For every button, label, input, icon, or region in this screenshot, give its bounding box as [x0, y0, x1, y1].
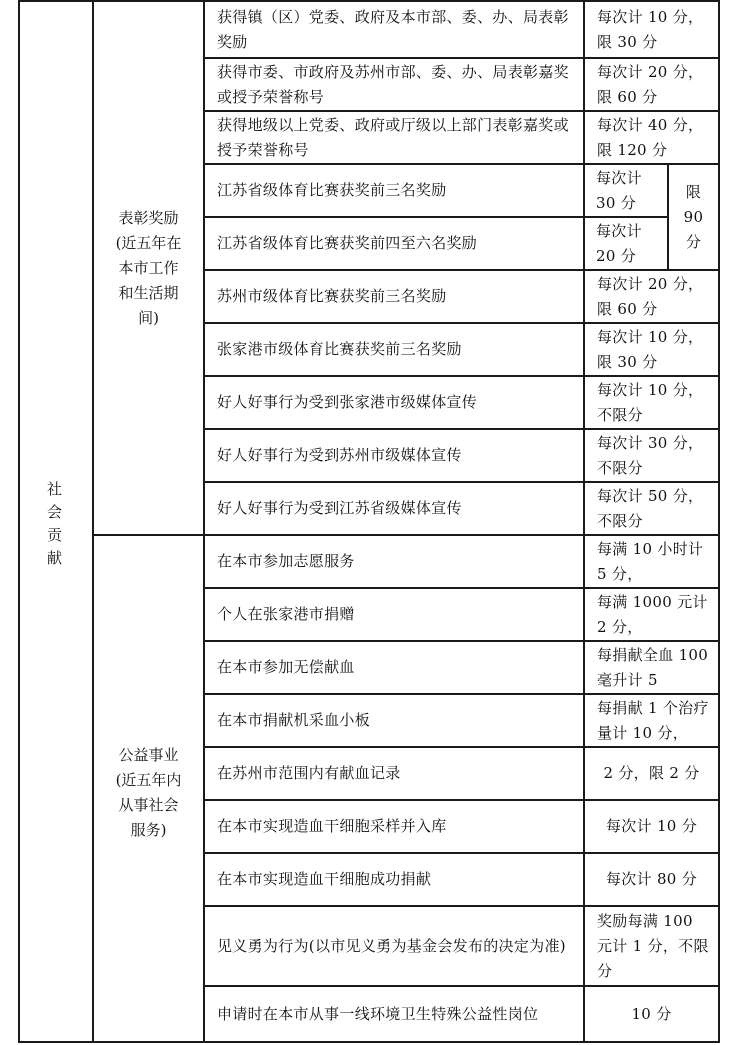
column-divider: [92, 0, 94, 1043]
table-row-score: 每次计 80 分: [605, 870, 698, 888]
group-label-commendation: [94, 206, 203, 331]
table-row-item: 张家港市级体育比赛获奖前三名奖励: [217, 340, 462, 358]
table-row-score: 每次计 20 分，限 60 分: [597, 62, 704, 106]
table-row-item: 获得地级以上党委、政府或厅级以上部门表彰嘉奖或授予荣誉称号: [217, 115, 569, 159]
table-bottom-border: [18, 1041, 718, 1043]
table-row-item: 好人好事行为受到张家港市级媒体宣传: [217, 393, 478, 411]
table-row-item: 在本市参加无偿献血: [217, 658, 355, 676]
table-row-item: 个人在张家港市捐赠: [217, 605, 355, 623]
table-row-item: 在本市捐献机采血小板: [217, 711, 371, 729]
group-title: 公益事业: [118, 746, 179, 764]
table-row-score: 每次计 10 分，限 30 分: [597, 7, 704, 51]
table-row-score: 每次计 10 分，限 30 分: [597, 327, 704, 371]
shared-limit-text: 限: [685, 183, 702, 201]
table-row-item: 在苏州市范围内有献血记录: [217, 764, 401, 782]
table-row-score: 每次计 40 分，限 120 分: [597, 115, 704, 159]
group-subtitle-line: 间): [138, 309, 159, 327]
table-row-score: 每满 1000 元计 2 分，: [597, 592, 708, 636]
table-row-score: 每次计 50 分，不限分: [597, 486, 704, 530]
table-row-item: 获得镇（区）党委、政府及本市部、委、办、局表彰奖励: [217, 7, 569, 51]
table-row-score: 奖励每满 100 元计 1 分，不限分: [597, 911, 709, 980]
group-label-public-welfare: [94, 743, 203, 843]
shared-limit-text: 分: [685, 233, 702, 251]
table-row-item: 在本市实现造血干细胞成功捐献: [217, 870, 432, 888]
section-label-char: 贡: [47, 526, 63, 544]
table-row-score: 每次计 10 分: [605, 817, 698, 835]
table-row-score: 10 分: [631, 1004, 672, 1023]
table-row-score: 每捐献 1 个治疗量计 10 分，: [597, 698, 709, 742]
table-row-score: 每捐献全血 100 毫升计 5: [597, 645, 709, 689]
table-row-item: 好人好事行为受到苏州市级媒体宣传: [217, 446, 462, 464]
group-subtitle-line: (近五年内: [115, 771, 182, 789]
table-row-score: 2 分，限 2 分: [603, 764, 700, 782]
table-row-score: 每次计 30 分，不限分: [597, 433, 704, 477]
table-right-border: [718, 0, 720, 1043]
table-row-score: 每满 10 小时计 5 分，: [597, 539, 704, 583]
table-row-score: 每次计 20 分: [596, 221, 642, 265]
section-label-char: 献: [47, 549, 63, 567]
table-row-score: 每次计 10 分，不限分: [597, 380, 704, 424]
table-row-item: 申请时在本市从事一线环境卫生特殊公益性岗位: [217, 1004, 539, 1023]
table-row-item: 见义勇为行为(以市见义勇为基金会发布的决定为准): [217, 936, 566, 955]
shared-limit-text: 90: [683, 208, 704, 226]
column-divider: [203, 0, 205, 1043]
group-subtitle-line: 本市工作: [118, 259, 179, 277]
table-row-score: 每次计 30 分: [596, 168, 642, 212]
group-subtitle-line: 从事社会: [118, 796, 179, 814]
group-title: 表彰奖励: [118, 209, 179, 227]
section-label-char: 社: [47, 480, 63, 498]
table-row-item: 获得市委、市政府及苏州市部、委、办、局表彰嘉奖或授予荣誉称号: [217, 62, 569, 106]
section-label-char: 会: [47, 503, 63, 521]
table-row-item: 在本市参加志愿服务: [217, 552, 355, 570]
table-row-item: 江苏省级体育比赛获奖前四至六名奖励: [217, 234, 478, 252]
table-row-item: 江苏省级体育比赛获奖前三名奖励: [217, 181, 447, 199]
table-row-item: 在本市实现造血干细胞采样并入库: [217, 817, 447, 835]
table-row-item: 苏州市级体育比赛获奖前三名奖励: [217, 287, 447, 305]
table-row-score: 每次计 20 分，限 60 分: [597, 274, 704, 318]
group-subtitle-line: 服务): [130, 821, 167, 839]
group-subtitle-line: (近五年在: [115, 234, 182, 252]
group-subtitle-line: 和生活期: [118, 284, 179, 302]
table-left-border: [18, 0, 20, 1043]
table-row-item: 好人好事行为受到江苏省级媒体宣传: [217, 499, 462, 517]
